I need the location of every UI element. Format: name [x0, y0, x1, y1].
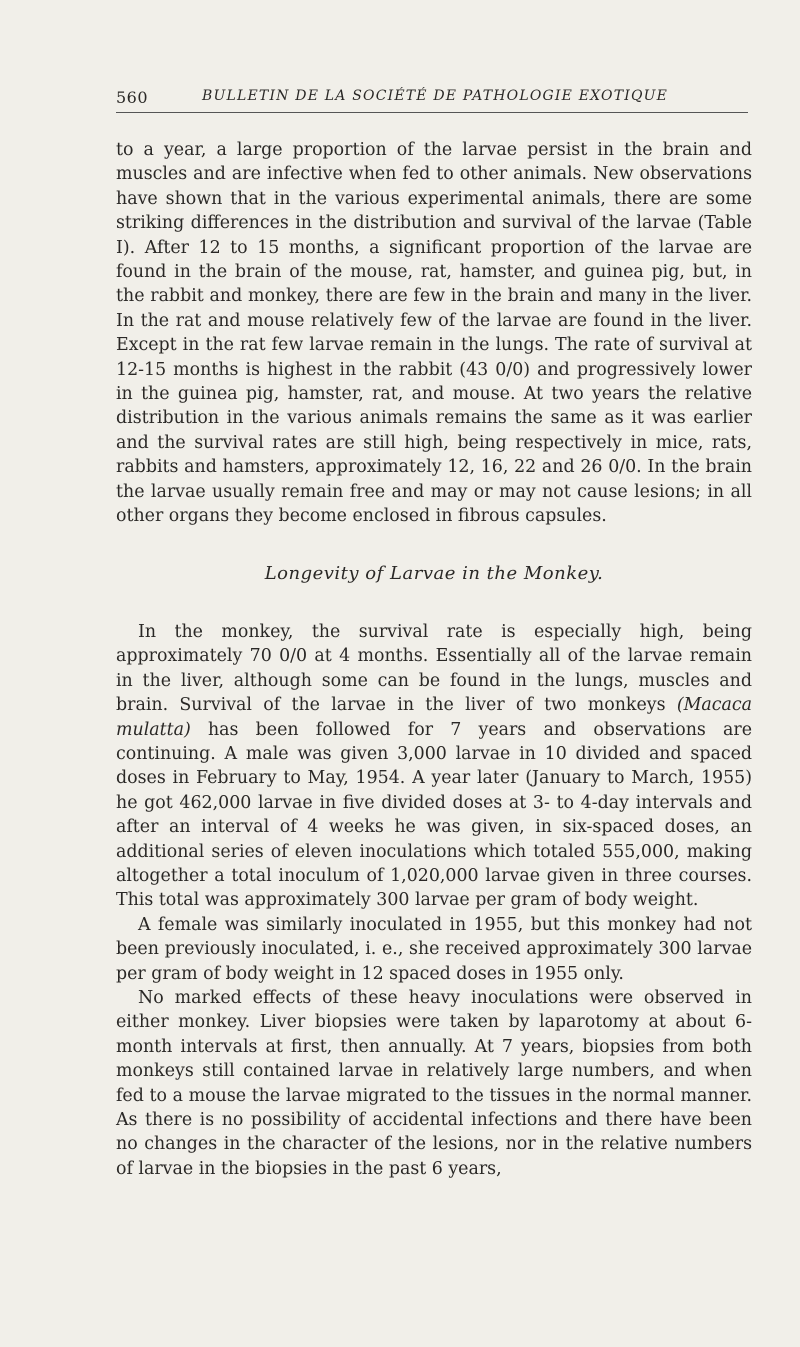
species-name: (Macaca mulatta) — [116, 695, 752, 740]
paragraph-monkey-survival — [116, 620, 752, 913]
article-body — [116, 138, 752, 1181]
section-title: Longevity of Larvae in the Monkey. — [264, 562, 604, 584]
page-number: 560 — [116, 88, 149, 107]
paragraph-survival-distribution: to a year, a large proportion of the larvae persist in the brain and muscles and are infective when fed to other animals. New observations have shown that in the various experimental animals, there are some striking differences in the distribution and survival of the larvae (Table I). After 12 to 15 months, a significant proportion of the larvae are found in the brain of the mouse, rat, hamster, and guinea pig, but, in the rabbit and monkey, there are few in the brain and many in the liver. In the rat and mouse relatively few of the larvae are found in the liver. Except in the rat few larvae remain in the lungs. The rate of survival at 12-15 months is highest in the rabbit (43 0/0) and progressively lower in the guinea pig, hamster, rat, and mouse. At two years the relative distribution in the various animals remains the same as it was earlier and the survival rates are still high, being respectively in mice, rats, rabbits and hamsters, approximately 12, 16, 22 and 26 0/0. In the brain the larvae usually remain free and may or may not cause lesions; in all other organs they become enclosed in fibrous capsules. — [116, 140, 752, 527]
paragraph-text: has been followed for 7 years and observations are continuing. A male was given 3,000 larvae in 10 divided and spaced doses in February to May, 1954. A year later (January to March, 1955) he got 462,000 larvae in five divided doses at 3- to 4-day intervals and after an interval of 4 weeks he was given, in six-spaced doses, an additional series of eleven inoculations which totaled 555,000, making altogether a total inoculum of 1,020,000 larvae given in three courses. This total was approximately 300 larvae per gram of body weight. — [116, 719, 752, 911]
page-header — [116, 86, 748, 113]
paragraph-female-monkey: A female was similarly inoculated in 1955, but this monkey had not been previously inoculated, i. e., she received approximately 300 larvae per gram of body weight in 12 spaced doses in 1955 only. — [116, 914, 752, 984]
running-title: BULLETIN DE LA SOCIÉTÉ DE PATHOLOGIE EXOTIQUE — [202, 88, 669, 104]
paragraph-text: In the monkey, the survival rate is especially high, being approximately 70 0/0 at 4 months. Essentially all of the larvae remain in the liver, although some can be found in the lungs, muscles and brain. Survival of the larvae in the liver of two monkeys — [116, 621, 752, 716]
paragraph-biopsies: No marked effects of these heavy inoculations were observed in either monkey. Liver biopsies were taken by laparotomy at about 6-month intervals at first, then annually. At 7 years, biopsies from both monkeys still contained larvae in relatively large numbers, and when fed to a mouse the larvae migrated to the tissues in the normal manner. As there is no possibility of accidental infections and there have been no changes in the character of the lesions, nor in the relative numbers of larvae in the biopsies in the past 6 years, — [116, 988, 752, 1179]
